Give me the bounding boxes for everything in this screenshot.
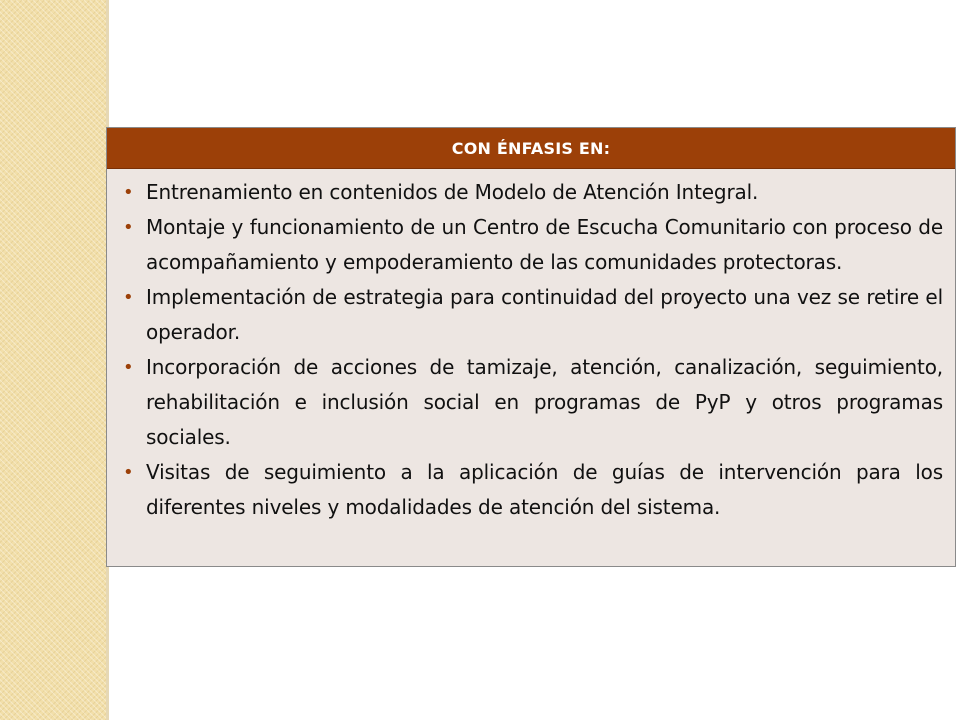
panel-header: CON ÉNFASIS EN: [107, 128, 955, 169]
list-item [121, 210, 943, 280]
list-item [121, 455, 943, 525]
list-item [121, 175, 943, 210]
bullet-icon: • [123, 357, 134, 378]
list-item [121, 280, 943, 350]
list-item-text: Entrenamiento en contenidos de Modelo de Atención Integral. [146, 180, 759, 204]
bullet-icon: • [123, 182, 134, 203]
bullet-list [107, 169, 955, 525]
bullet-icon: • [123, 287, 134, 308]
bullet-icon: • [123, 217, 134, 238]
emphasis-panel [106, 127, 956, 567]
list-item [121, 350, 943, 455]
list-item-text: Incorporación de acciones de tamizaje, atención, canalización, seguimiento, rehabilitación e inclusión social en programas de PyP y otros programas sociales. [146, 355, 943, 449]
bullet-icon: • [123, 462, 134, 483]
list-item-text: Implementación de estrategia para continuidad del proyecto una vez se retire el operador. [146, 285, 943, 344]
list-item-text: Montaje y funcionamiento de un Centro de Escucha Comunitario con proceso de acompañamiento y empoderamiento de las comunidades protectoras. [146, 215, 943, 274]
decorative-side-bar [0, 0, 106, 720]
list-item-text: Visitas de seguimiento a la aplicación de guías de intervención para los diferentes niveles y modalidades de atención del sistema. [146, 460, 943, 519]
